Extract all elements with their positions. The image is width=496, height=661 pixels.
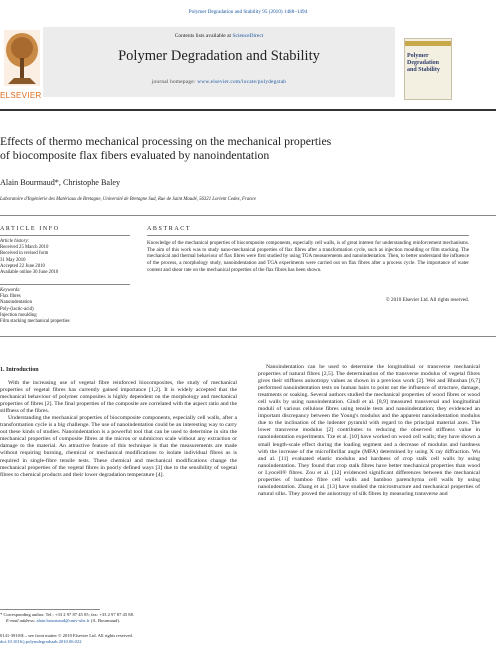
divider-top	[0, 215, 496, 216]
keywords	[0, 288, 130, 325]
history-item: Received in revised form	[0, 251, 49, 257]
article-history	[0, 239, 130, 276]
title-line-1: Effects of thermo mechanical processing on the mechanical properties	[0, 134, 332, 148]
title-line-2: of biocomposite flax fibers evaluated by nanoindentation	[0, 148, 270, 162]
publication-footer	[0, 633, 300, 645]
keyword: Poly-(lactic-acid)	[0, 306, 34, 312]
article-title	[0, 134, 460, 162]
abstract-rule	[147, 235, 469, 236]
contents-prefix: Contents lists available at	[174, 33, 233, 39]
affiliation: Laboratoire d'Ingénierie des Matériaux de Bretagne, Université de Bretagne Sud, Rue de Saint Maudé, 56321 Lorient Cedex, France	[0, 197, 256, 202]
article-info-heading: ARTICLE INFO	[0, 226, 60, 232]
divider-bottom	[0, 336, 496, 337]
keywords-label: Keywords:	[0, 288, 21, 293]
email-suffix: (A. Bourmaud).	[89, 617, 121, 623]
elsevier-wordmark: ELSEVIER	[0, 91, 42, 100]
keyword: Injection moulding	[0, 312, 37, 318]
footnote	[0, 612, 237, 624]
article-info-rule	[0, 235, 130, 236]
paragraph: Understanding the mechanical properties of biocomposite components, especially cell walls, after a transformation cycle is a big challenge. The use of nanoindentation could be an interesting way to carry out these kinds of studies. Nanoindentation is a powerful tool that can be used to determine in situ the mechanical properties of composite fibres at the micron or submicron scale without any extraction or damage to the material. An attractive feature of this technique is that the measurements are made without requiring burning, chemical or mechanical modifications to isolate individual fibres as is required in single-fibre tensile tests. These chemical and mechanical modifications change the mechanical properties of the vegetal fibres in poorly defined ways [3] due to the sensibility of vegetal fibres to chemical products and their lower degradation temperature [4].	[0, 415, 237, 478]
journal-title: Polymer Degradation and Stability	[118, 48, 320, 64]
journal-homepage	[43, 79, 395, 85]
homepage-prefix: journal homepage:	[151, 79, 198, 85]
email-link[interactable]: alain.bourmaud@univ-ubs.fr	[36, 617, 90, 623]
history-item: Received 25 March 2010	[0, 245, 49, 251]
abstract-copyright: © 2010 Elsevier Ltd. All rights reserved.	[385, 297, 469, 303]
email-label: E-mail address:	[6, 617, 37, 623]
corresponding-author: * Corresponding author. Tel.: +33 2 97 87 45 05; fax: +33 2 97 87 45 88.	[0, 612, 135, 617]
cover-title: Polymer Degradation and Stability	[407, 53, 440, 73]
issn-line: 0141-3910/$ – see front matter © 2010 Elsevier Ltd. All rights reserved.	[0, 633, 133, 638]
history-label: Article history:	[0, 239, 30, 244]
section-heading-introduction: 1. Introduction	[0, 367, 39, 373]
paragraph: With the increasing use of vegetal fibre reinforced biocomposites, the study of mechanical properties of vegetal fibres has currently gained importance [1,2]. It is widely accepted that the mechanical behaviour of polymer composites is highly dependent on the morphology and mechanical properties of fibres [2]. The final properties of the composite are correlated with the aspect ratio and the stiffness of the fibres.	[0, 380, 237, 415]
header-rule	[0, 109, 496, 111]
doi-link[interactable]: doi:10.1016/j.polymdegradstab.2010.06.022	[0, 638, 82, 644]
abstract-text: Knowledge of the mechanical properties of biocomposite components, especially cell walls, is of great interest for understanding reinforcement mechanisms. The aim of this work was to study nano-mechanical properties of flax fibres after a transformation cycle, such as injection moulding or film stacking. The mechanical and thermal behaviour of flax fibres were first studied by using TGA measurements and nanoindentation. Then, to better understand the influence of the process, a morphology study, nanoindentation and TGA experiments were carried out on flax fibres after a process cycle. The importance of water content and shear rate on the mechanical properties of the flax fibres has been shown.	[147, 240, 469, 273]
keyword: Flax fibres	[0, 294, 21, 300]
authors: Alain Bourmaud*, Christophe Baley	[0, 178, 121, 187]
right-column-text	[258, 364, 480, 498]
journal-cover-thumbnail	[404, 38, 452, 100]
keyword: Film stacking mechanical properties	[0, 319, 70, 325]
email-line	[0, 618, 237, 624]
history-item: Available online 30 June 2010	[0, 270, 59, 276]
journal-citation[interactable]: Polymer Degradation and Stability 95 (2010) 1488–1494	[188, 9, 308, 15]
elsevier-tree-logo	[0, 28, 44, 97]
homepage-link[interactable]: www.elsevier.com/locate/polydegstab	[197, 79, 287, 85]
paragraph: Nanoindentation can be used to determine the longitudinal or transverse mechanical properties of natural fibres [2,5]. The determination of the transverse modulus of vegetal fibres gives their stiffness anisotropy values as shown in a previous work [2]. Wei and Bhushan [6,7] performed nanoindentation tests on human hairs to point out the influence of structure, damage, treatments or soaking. Several authors studied the mechanical properties of wood fibres or wood cell walls by using nanoindentation. Gindl et al. [8,9] measured transversal and longitudinal moduli of various cellulose fibres using tensile tests and nanoindentation; they evidenced an important discrepancy between the Young's modulus and the apparent nanoindentation modulus due to the inclination of the indenter pyramid with regard to the principal material axes. The lower transverse modulus [2] contributes to reducing the observed stiffness value in nanoindentation experiments. Tze et al. [10] have worked on wood cell walls; they have shown a small length-scale effect during the loading segment and a decrease of modulus and hardness with the increase of the microfibrillar angle (MFA) determined by using X ray diffraction. Wu and al. [11] evaluated elastic modulus and hardness of crop stalk cell walls by using nanoindentation. They found that crop stalk fibres have better mechanical properties than wood or Lyocell® fibres. Zou et al. [12] evidenced significant differences between the mechanical properties of bamboo fibre cell walls and bamboo parenchyma cell walls by using nanoindentation. Zhang et al. [13] have studied the microstructure and mechanical properties of natural silks. They proved the anisotropy of silk fibres by measuring transverse and	[258, 364, 480, 497]
keywords-rule	[0, 284, 130, 285]
contents-line	[43, 33, 395, 39]
sciencedirect-link[interactable]: ScienceDirect	[232, 33, 264, 39]
keyword: Nanoindentation	[0, 300, 32, 306]
abstract-heading: ABSTRACT	[147, 226, 192, 232]
history-item: Accepted 22 June 2010	[0, 263, 45, 269]
footnote-rule	[0, 609, 100, 610]
history-item: 31 May 2010	[0, 257, 26, 263]
left-column-text	[0, 380, 237, 479]
